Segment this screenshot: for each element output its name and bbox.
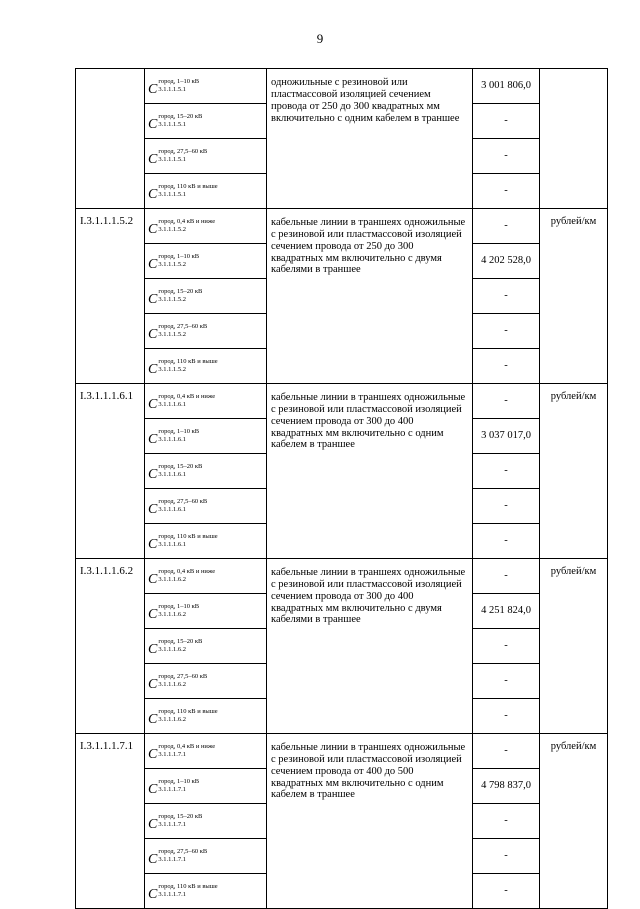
- formula-cell: [145, 839, 267, 874]
- formula-letter: C: [148, 852, 158, 867]
- formula-superscript: город, 110 кВ и выше: [158, 883, 218, 890]
- formula-symbol: [148, 673, 266, 692]
- rate-value: -: [473, 804, 540, 839]
- formula-cell: [145, 384, 267, 419]
- formula-subscript: 3.1.1.1.7.1: [158, 785, 186, 793]
- formula-letter: C: [148, 362, 158, 377]
- formula-indices: [158, 253, 199, 268]
- row-unit: [540, 69, 608, 209]
- formula-superscript: город, 1–10 кВ: [158, 253, 200, 260]
- rate-value: -: [473, 279, 540, 314]
- formula-letter: C: [148, 257, 158, 272]
- formula-letter: C: [148, 677, 158, 692]
- rate-value: -: [473, 314, 540, 349]
- rates-table: [75, 68, 608, 909]
- formula-subscript: 3.1.1.1.7.1: [158, 820, 186, 828]
- formula-superscript: город, 27,5–60 кВ: [158, 498, 208, 505]
- table-row: [76, 69, 608, 104]
- table-row: [76, 384, 608, 419]
- formula-symbol: [148, 603, 266, 622]
- formula-superscript: город, 110 кВ и выше: [158, 708, 218, 715]
- rate-value: -: [473, 559, 540, 594]
- formula-symbol: [148, 813, 266, 832]
- rate-value: -: [473, 664, 540, 699]
- formula-indices: [158, 428, 199, 443]
- formula-letter: C: [148, 187, 158, 202]
- formula-cell: [145, 209, 267, 244]
- rate-value: 4 202 528,0: [473, 244, 540, 279]
- formula-indices: [158, 533, 217, 548]
- formula-symbol: [148, 463, 266, 482]
- formula-cell: [145, 314, 267, 349]
- formula-cell: [145, 104, 267, 139]
- formula-indices: [158, 673, 207, 688]
- formula-letter: C: [148, 607, 158, 622]
- formula-cell: [145, 279, 267, 314]
- formula-indices: [158, 183, 217, 198]
- formula-indices: [158, 78, 199, 93]
- formula-superscript: город, 27,5–60 кВ: [158, 673, 208, 680]
- formula-cell: [145, 139, 267, 174]
- table-row: [76, 209, 608, 244]
- formula-cell: [145, 419, 267, 454]
- formula-letter: C: [148, 782, 158, 797]
- formula-indices: [158, 288, 202, 303]
- formula-subscript: 3.1.1.1.6.2: [158, 715, 186, 723]
- formula-cell: [145, 559, 267, 594]
- formula-symbol: [148, 113, 266, 132]
- formula-superscript: город, 110 кВ и выше: [158, 183, 218, 190]
- formula-letter: C: [148, 432, 158, 447]
- formula-symbol: [148, 78, 266, 97]
- formula-subscript: 3.1.1.1.6.2: [158, 680, 186, 688]
- formula-cell: [145, 664, 267, 699]
- formula-letter: C: [148, 327, 158, 342]
- formula-superscript: город, 110 кВ и выше: [158, 358, 218, 365]
- formula-cell: [145, 69, 267, 104]
- formula-letter: C: [148, 152, 158, 167]
- row-code: [76, 69, 145, 209]
- formula-indices: [158, 568, 215, 583]
- formula-indices: [158, 393, 215, 408]
- formula-subscript: 3.1.1.1.7.1: [158, 750, 186, 758]
- rate-value: -: [473, 489, 540, 524]
- rate-value: -: [473, 734, 540, 769]
- formula-subscript: 3.1.1.1.5.2: [158, 260, 186, 268]
- row-unit: рублей/км: [540, 559, 608, 734]
- rate-value: -: [473, 349, 540, 384]
- formula-cell: [145, 489, 267, 524]
- formula-symbol: [148, 708, 266, 727]
- table-row: [76, 734, 608, 769]
- formula-symbol: [148, 498, 266, 517]
- formula-cell: [145, 734, 267, 769]
- formula-indices: [158, 848, 207, 863]
- formula-symbol: [148, 428, 266, 447]
- row-description: одножильные с резиновой или пластмассовой изоляцией сечением провода от 250 до 300 квадратных мм включительно с одним кабелем в траншее: [267, 69, 473, 209]
- formula-subscript: 3.1.1.1.6.1: [158, 540, 186, 548]
- rate-value: -: [473, 104, 540, 139]
- formula-indices: [158, 813, 202, 828]
- formula-symbol: [148, 568, 266, 587]
- formula-subscript: 3.1.1.1.6.1: [158, 505, 186, 513]
- formula-subscript: 3.1.1.1.5.1: [158, 155, 186, 163]
- formula-letter: C: [148, 887, 158, 902]
- formula-indices: [158, 498, 207, 513]
- rates-table-body: [76, 69, 608, 909]
- formula-superscript: город, 1–10 кВ: [158, 428, 200, 435]
- formula-indices: [158, 743, 215, 758]
- formula-symbol: [148, 848, 266, 867]
- page-number: 9: [316, 31, 324, 46]
- formula-cell: [145, 769, 267, 804]
- formula-superscript: город, 15–20 кВ: [158, 113, 203, 120]
- formula-symbol: [148, 638, 266, 657]
- formula-symbol: [148, 883, 266, 902]
- formula-subscript: 3.1.1.1.5.2: [158, 295, 186, 303]
- formula-subscript: 3.1.1.1.6.1: [158, 400, 186, 408]
- formula-subscript: 3.1.1.1.6.1: [158, 435, 186, 443]
- rate-value: 3 001 806,0: [473, 69, 540, 104]
- formula-superscript: город, 1–10 кВ: [158, 78, 200, 85]
- formula-superscript: город, 15–20 кВ: [158, 463, 203, 470]
- formula-letter: C: [148, 397, 158, 412]
- formula-letter: C: [148, 537, 158, 552]
- formula-superscript: город, 15–20 кВ: [158, 813, 203, 820]
- formula-indices: [158, 638, 202, 653]
- formula-superscript: город, 15–20 кВ: [158, 638, 203, 645]
- row-description: кабельные линии в траншеях одножильные с резиновой или пластмассовой изоляцией сечением провода от 250 до 300 квадратных мм включительно с двумя кабелями в траншее: [267, 209, 473, 384]
- rate-value: -: [473, 629, 540, 664]
- formula-indices: [158, 323, 207, 338]
- formula-cell: [145, 174, 267, 209]
- formula-indices: [158, 113, 202, 128]
- formula-symbol: [148, 358, 266, 377]
- formula-superscript: город, 0,4 кВ и ниже: [158, 568, 216, 575]
- formula-symbol: [148, 288, 266, 307]
- formula-letter: C: [148, 642, 158, 657]
- row-description: кабельные линии в траншеях одножильные с резиновой или пластмассовой изоляцией сечением провода от 400 до 500 квадратных мм включительно с одним кабелем в траншее: [267, 734, 473, 909]
- rate-value: -: [473, 384, 540, 419]
- formula-letter: C: [148, 572, 158, 587]
- formula-letter: C: [148, 817, 158, 832]
- rate-value: 3 037 017,0: [473, 419, 540, 454]
- formula-symbol: [148, 218, 266, 237]
- formula-letter: C: [148, 117, 158, 132]
- row-description: кабельные линии в траншеях одножильные с резиновой или пластмассовой изоляцией сечением провода от 300 до 400 квадратных мм включительно с одним кабелем в траншее: [267, 384, 473, 559]
- formula-subscript: 3.1.1.1.7.1: [158, 855, 186, 863]
- rate-value: -: [473, 524, 540, 559]
- rate-value: -: [473, 874, 540, 909]
- formula-superscript: город, 0,4 кВ и ниже: [158, 743, 216, 750]
- formula-letter: C: [148, 747, 158, 762]
- formula-cell: [145, 454, 267, 489]
- formula-subscript: 3.1.1.1.5.2: [158, 225, 186, 233]
- formula-subscript: 3.1.1.1.6.2: [158, 575, 186, 583]
- formula-symbol: [148, 183, 266, 202]
- formula-subscript: 3.1.1.1.6.2: [158, 610, 186, 618]
- rate-value: -: [473, 454, 540, 489]
- formula-subscript: 3.1.1.1.5.1: [158, 120, 186, 128]
- formula-letter: C: [148, 222, 158, 237]
- formula-subscript: 3.1.1.1.5.2: [158, 365, 186, 373]
- formula-letter: C: [148, 467, 158, 482]
- formula-subscript: 3.1.1.1.5.1: [158, 85, 186, 93]
- row-unit: рублей/км: [540, 209, 608, 384]
- formula-cell: [145, 349, 267, 384]
- rate-value: 4 798 837,0: [473, 769, 540, 804]
- rate-value: -: [473, 699, 540, 734]
- formula-superscript: город, 15–20 кВ: [158, 288, 203, 295]
- formula-superscript: город, 110 кВ и выше: [158, 533, 218, 540]
- formula-superscript: город, 1–10 кВ: [158, 603, 200, 610]
- formula-superscript: город, 0,4 кВ и ниже: [158, 218, 216, 225]
- row-unit: рублей/км: [540, 734, 608, 909]
- formula-superscript: город, 1–10 кВ: [158, 778, 200, 785]
- formula-indices: [158, 708, 217, 723]
- formula-cell: [145, 874, 267, 909]
- formula-indices: [158, 218, 215, 233]
- formula-symbol: [148, 533, 266, 552]
- formula-superscript: город, 27,5–60 кВ: [158, 323, 208, 330]
- formula-subscript: 3.1.1.1.6.1: [158, 470, 186, 478]
- row-description: кабельные линии в траншеях одножильные с резиновой или пластмассовой изоляцией сечением провода от 300 до 400 квадратных мм включительно с двумя кабелями в траншее: [267, 559, 473, 734]
- rate-value: -: [473, 139, 540, 174]
- formula-cell: [145, 524, 267, 559]
- row-unit: рублей/км: [540, 384, 608, 559]
- rate-value: -: [473, 839, 540, 874]
- rate-value: -: [473, 209, 540, 244]
- formula-symbol: [148, 743, 266, 762]
- row-code: I.3.1.1.1.7.1: [76, 734, 145, 909]
- formula-subscript: 3.1.1.1.7.1: [158, 890, 186, 898]
- formula-cell: [145, 629, 267, 664]
- formula-superscript: город, 27,5–60 кВ: [158, 148, 208, 155]
- formula-indices: [158, 463, 202, 478]
- formula-symbol: [148, 148, 266, 167]
- formula-indices: [158, 148, 207, 163]
- row-code: I.3.1.1.1.6.2: [76, 559, 145, 734]
- row-code: I.3.1.1.1.6.1: [76, 384, 145, 559]
- formula-symbol: [148, 393, 266, 412]
- formula-letter: C: [148, 292, 158, 307]
- formula-subscript: 3.1.1.1.5.2: [158, 330, 186, 338]
- formula-cell: [145, 699, 267, 734]
- formula-symbol: [148, 253, 266, 272]
- formula-letter: C: [148, 82, 158, 97]
- formula-indices: [158, 778, 199, 793]
- formula-symbol: [148, 323, 266, 342]
- formula-subscript: 3.1.1.1.6.2: [158, 645, 186, 653]
- formula-symbol: [148, 778, 266, 797]
- formula-indices: [158, 883, 217, 898]
- formula-cell: [145, 244, 267, 279]
- formula-indices: [158, 603, 199, 618]
- rate-value: -: [473, 174, 540, 209]
- formula-cell: [145, 594, 267, 629]
- table-row: [76, 559, 608, 594]
- formula-superscript: город, 27,5–60 кВ: [158, 848, 208, 855]
- formula-letter: C: [148, 502, 158, 517]
- formula-subscript: 3.1.1.1.5.1: [158, 190, 186, 198]
- formula-letter: C: [148, 712, 158, 727]
- row-code: I.3.1.1.1.5.2: [76, 209, 145, 384]
- formula-superscript: город, 0,4 кВ и ниже: [158, 393, 216, 400]
- formula-cell: [145, 804, 267, 839]
- formula-indices: [158, 358, 217, 373]
- rate-value: 4 251 824,0: [473, 594, 540, 629]
